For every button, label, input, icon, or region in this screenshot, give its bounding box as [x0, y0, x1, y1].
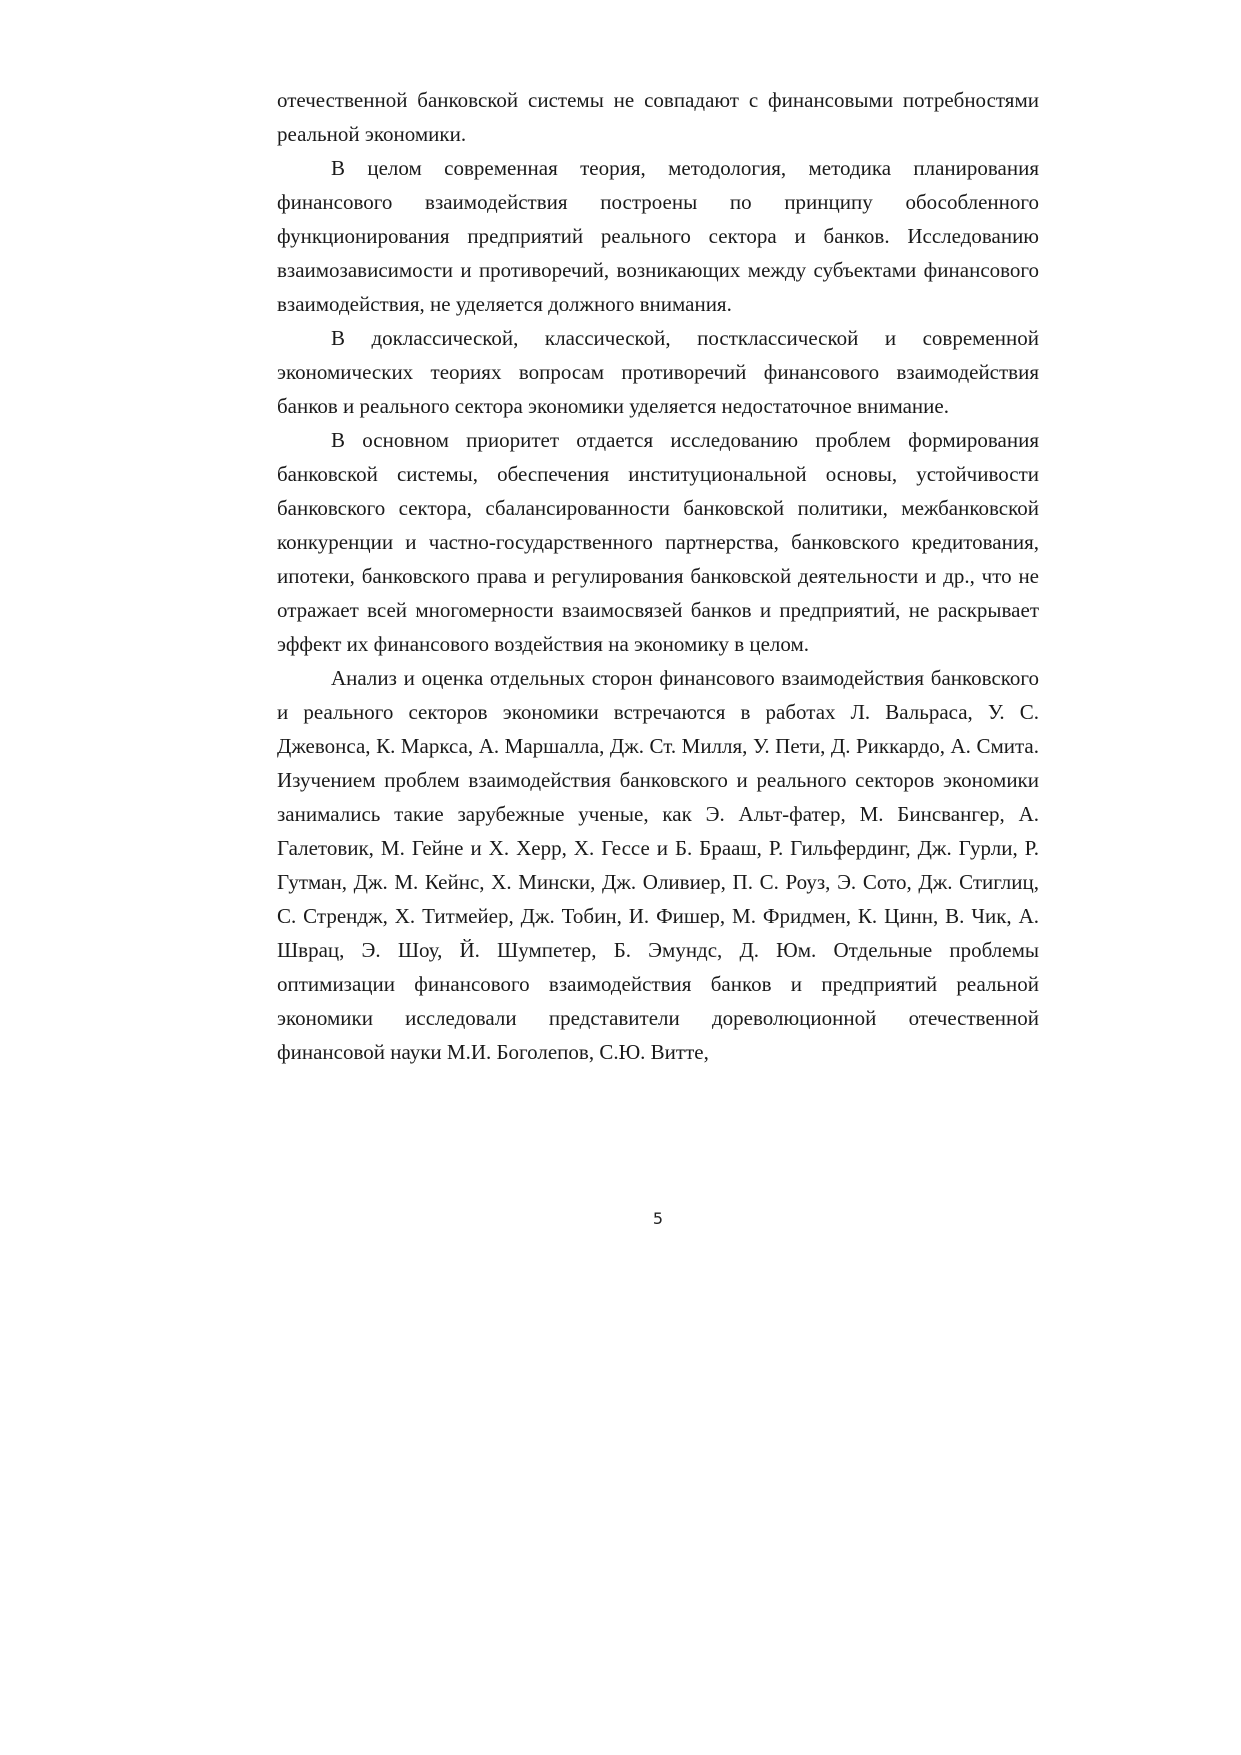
paragraph: В целом современная теория, методология, методика планирования финансового взаимодействия построены по принципу обособленного функционирования предприятий реального сектора и банков. Исследованию взаимозависимости и противоречий, возникающих между субъектами финансового взаимодействия, не уделяется должного внимания.	[277, 156, 1039, 316]
paragraph-continuation: отечественной банковской системы не совпадают с финансовыми потребностями реальной экономики.	[277, 88, 1039, 146]
paragraph: Анализ и оценка отдельных сторон финансового взаимодействия банковского и реального секторов экономики встречаются в работах Л. Вальраса, У. С. Джевонса, К. Маркса, А. Маршалла, Дж. Ст. Милля, У. Пети, Д. Риккардо, А. Смита. Изучением проблем взаимодействия банковского и реального секторов экономики занимались такие зарубежные ученые, как Э. Альт-фатер, М. Бинсвангер, А. Галетовик, М. Гейне и Х. Херр, Х. Гессе и Б. Брааш, Р. Гильфердинг, Дж. Гурли, Р. Гутман, Дж. М. Кейнс, Х. Мински, Дж. Оливиер, П. С. Роуз, Э. Сото, Дж. Стиглиц, С. Стрендж, Х. Титмейер, Дж. Тобин, И. Фишер, М. Фридмен, К. Цинн, В. Чик, А. Шврац, Э. Шоу, Й. Шумпетер, Б. Эмундс, Д. Юм. Отдельные проблемы оптимизации финансового взаимодействия банков и предприятий реальной экономики исследовали представители дореволюционной отечественной финансовой науки М.И. Боголепов, С.Ю. Витте,	[277, 666, 1039, 1064]
page-number: 5	[652, 1209, 664, 1228]
paragraph: В доклассической, классической, постклассической и современной экономических теориях вопросам противоречий финансового взаимодействия банков и реального сектора экономики уделяется недостаточное внимание.	[277, 326, 1039, 418]
body-text	[277, 83, 1039, 1069]
paragraph: В основном приоритет отдается исследованию проблем формирования банковской системы, обеспечения институциональной основы, устойчивости банковского сектора, сбалансированности банковской политики, межбанковской конкуренции и частно-государственного партнерства, банковского кредитования, ипотеки, банковского права и регулирования банковской деятельности и др., что не отражает всей многомерности взаимосвязей банков и предприятий, не раскрывает эффект их финансового воздействия на экономику в целом.	[277, 428, 1039, 656]
